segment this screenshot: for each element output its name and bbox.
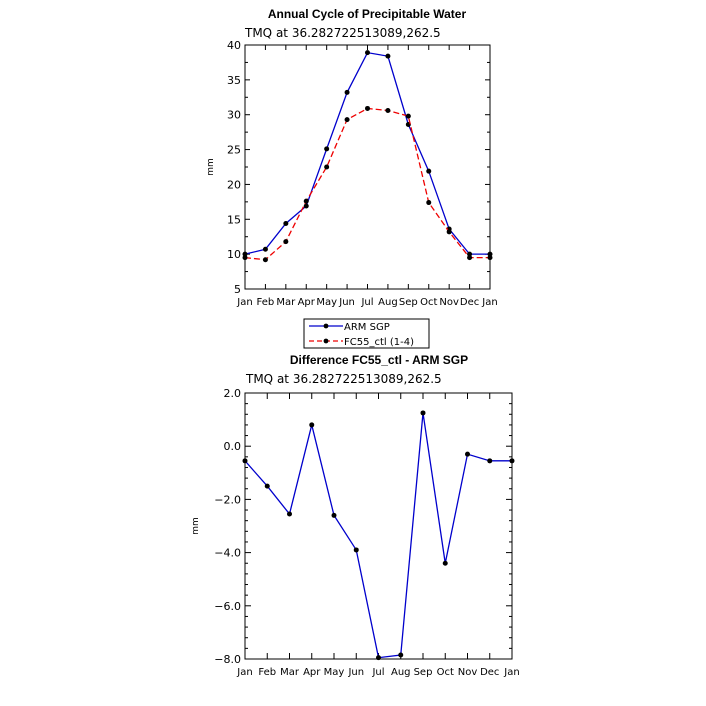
x-tick-label: Apr xyxy=(297,297,315,308)
data-point xyxy=(304,199,309,204)
series-line-arm-sgp xyxy=(245,53,490,254)
legend-label-fc55: FC55_ctl (1-4) xyxy=(344,337,414,348)
x-tick-label: May xyxy=(316,297,338,308)
x-tick-label: Dec xyxy=(480,667,500,678)
data-point xyxy=(265,484,270,489)
data-point xyxy=(488,255,493,260)
chart1-plot-frame xyxy=(245,45,490,289)
x-tick-label: Mar xyxy=(280,667,299,678)
data-point xyxy=(447,229,452,234)
data-point xyxy=(324,165,329,170)
chart2-y-axis xyxy=(214,387,512,666)
y-tick-label: 10 xyxy=(227,248,241,262)
x-tick-label: Oct xyxy=(420,297,438,308)
y-tick-label: 5 xyxy=(234,283,241,296)
x-tick-label: Sep xyxy=(398,297,418,308)
y-tick-label: −4.0 xyxy=(214,546,241,560)
x-tick-label: Sep xyxy=(413,667,433,678)
x-tick-label: Mar xyxy=(276,297,296,308)
data-point xyxy=(243,458,248,463)
x-tick-label: Jan xyxy=(237,667,253,678)
chart2-ylabel: mm xyxy=(191,517,201,535)
chart-difference xyxy=(191,353,520,678)
data-point xyxy=(365,50,370,55)
x-tick-label: Jan xyxy=(482,297,498,308)
x-tick-label: Nov xyxy=(439,297,459,308)
data-point xyxy=(406,114,411,119)
chart1-legend xyxy=(304,319,429,348)
data-point xyxy=(324,146,329,151)
x-tick-label: May xyxy=(323,667,345,678)
data-point xyxy=(332,513,337,518)
x-tick-label: Aug xyxy=(378,297,398,308)
x-tick-label: Aug xyxy=(390,667,411,678)
legend-marker-arm xyxy=(324,324,329,329)
chart1-x-axis xyxy=(236,45,497,308)
x-tick-label: Jun xyxy=(339,297,355,308)
data-point xyxy=(304,204,309,209)
y-tick-label: 15 xyxy=(227,213,241,227)
legend-label-arm: ARM SGP xyxy=(344,322,390,333)
data-point xyxy=(287,512,292,517)
data-point xyxy=(398,653,403,658)
x-tick-label: Jul xyxy=(372,667,385,678)
chart2-plot-frame xyxy=(245,393,512,659)
data-point xyxy=(443,561,448,566)
y-tick-label: 0.0 xyxy=(223,440,241,454)
data-point xyxy=(487,458,492,463)
data-point xyxy=(345,117,350,122)
data-point xyxy=(385,108,390,113)
chart1-subtitle: TMQ at 36.282722513089,262.5 xyxy=(245,26,441,40)
y-tick-label: 25 xyxy=(227,143,241,157)
chart1-series xyxy=(243,50,493,262)
data-point xyxy=(365,106,370,111)
chart1-title: Annual Cycle of Precipitable Water xyxy=(267,7,467,21)
data-point xyxy=(426,169,431,174)
data-point xyxy=(426,200,431,205)
data-point xyxy=(263,247,268,252)
data-point xyxy=(263,257,268,262)
x-tick-label: Feb xyxy=(256,297,275,308)
x-tick-label: Jan xyxy=(237,297,253,308)
x-tick-label: Oct xyxy=(436,667,454,678)
y-tick-label: −6.0 xyxy=(214,599,241,613)
chart2-title: Difference FC55_ctl - ARM SGP xyxy=(289,353,469,367)
chart2-series xyxy=(243,410,515,660)
data-point xyxy=(309,422,314,427)
data-point xyxy=(467,255,472,260)
y-tick-label: 20 xyxy=(227,178,241,192)
y-tick-label: 40 xyxy=(227,39,241,52)
y-tick-label: 30 xyxy=(227,108,241,122)
data-point xyxy=(465,452,470,457)
data-point xyxy=(510,458,515,463)
y-tick-label: −2.0 xyxy=(214,493,241,507)
data-point xyxy=(283,239,288,244)
x-tick-label: Nov xyxy=(457,667,478,678)
chart2-x-axis xyxy=(236,393,519,678)
series-line-fc55-ctl xyxy=(245,108,490,259)
series-line-difference xyxy=(245,413,512,658)
data-point xyxy=(385,54,390,59)
chart1-ylabel: mm xyxy=(206,158,216,176)
x-tick-label: Apr xyxy=(303,667,321,678)
data-point xyxy=(283,221,288,226)
data-point xyxy=(376,655,381,660)
x-tick-label: Jun xyxy=(348,667,365,678)
legend-marker-fc55 xyxy=(324,339,329,344)
data-point xyxy=(345,90,350,95)
y-tick-label: 2.0 xyxy=(223,387,241,400)
data-point xyxy=(243,255,248,260)
x-tick-label: Dec xyxy=(459,297,480,308)
x-tick-label: Jul xyxy=(361,297,374,308)
chart2-subtitle: TMQ at 36.282722513089,262.5 xyxy=(246,372,442,386)
x-tick-label: Jan xyxy=(504,667,520,678)
y-tick-label: 35 xyxy=(227,73,241,87)
x-tick-label: Feb xyxy=(258,667,277,678)
y-tick-label: −8.0 xyxy=(214,653,241,666)
data-point xyxy=(421,410,426,415)
data-point xyxy=(354,547,359,552)
chart-annual-cycle xyxy=(206,7,498,348)
